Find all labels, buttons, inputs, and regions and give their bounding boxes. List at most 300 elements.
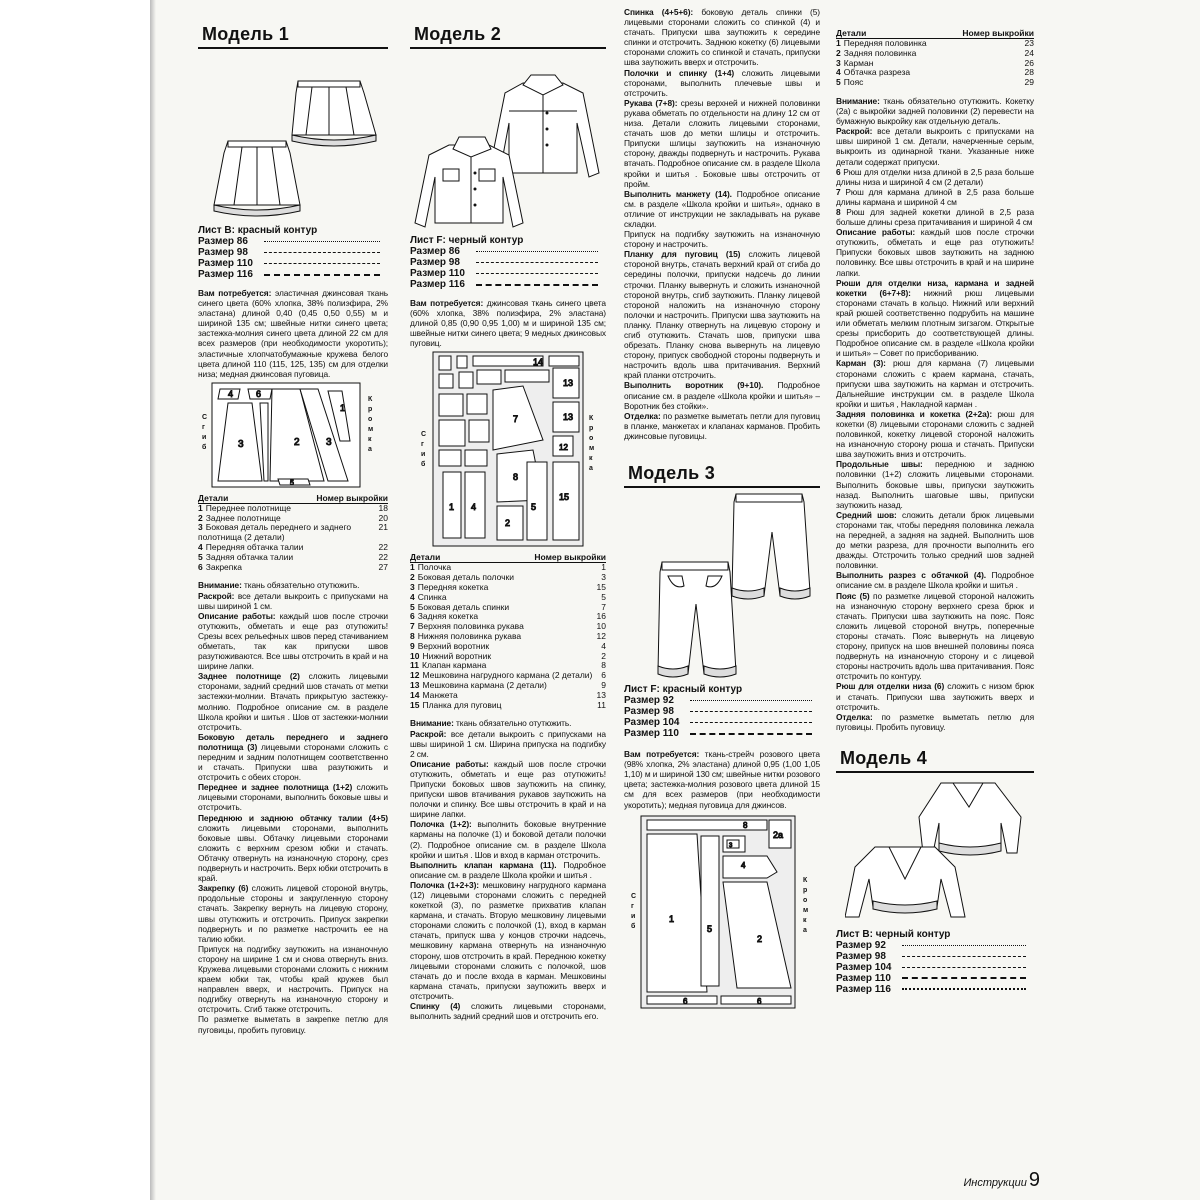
svg-text:а: а bbox=[368, 445, 372, 453]
paragraph-text: по разметке выметать петли для пуговиц в планке, манжетах и клапанах карманов. Пробить джинсовые пуговицы. bbox=[624, 410, 820, 441]
svg-text:р: р bbox=[368, 405, 373, 413]
paragraph-heading: 6 bbox=[836, 166, 841, 177]
part-name: Боковая деталь полочки bbox=[417, 572, 515, 583]
paragraph-text: сложить лицевой стороной внутрь, продольные стороны и закругленную сторону стачать. Закрепку вернуть на лицевую сторону, швы отутюжить и отстрочить. Припуск закрепки подвернуть и по разметке настрочить ее на талию юбки. bbox=[198, 883, 388, 944]
instruction-paragraph bbox=[198, 883, 388, 944]
pattern-number: 21 bbox=[378, 522, 388, 533]
svg-text:4: 4 bbox=[471, 502, 477, 513]
pattern-number: 5 bbox=[601, 591, 606, 602]
size-label: Размер 116 bbox=[836, 983, 891, 995]
materials-heading: Вам потребуется: bbox=[624, 749, 700, 760]
paragraph-text: сложить лицевыми сторонами, задний средний шов стачать от метки застежки-молнии. Втачать прикрытую застежку-молнию. Подробное описание см. в разделе Школа кройки и шитья . Шов от застежки-молнии отстрочить. bbox=[198, 671, 388, 732]
part-number: 6 bbox=[410, 611, 415, 622]
pattern-number: 9 bbox=[601, 680, 606, 691]
svg-text:С: С bbox=[421, 431, 427, 439]
instruction-paragraph bbox=[836, 187, 1034, 207]
paragraph-heading: Спинку (4) bbox=[410, 1001, 461, 1012]
instruction-paragraph bbox=[410, 759, 606, 820]
materials-heading: Вам потребуется: bbox=[410, 298, 484, 308]
paragraph-text: сложить лицевыми сторонами, выполнить боковые швы. Обтачку лицевыми сторонами сложить с верхним срезом юбки и стачать. Обтачку отвернуть на изнаночную сторону, срез подвернуть и настрочить. Верх юбки отстрочить в край. bbox=[198, 822, 388, 884]
svg-text:6: 6 bbox=[757, 996, 762, 1006]
paragraph-heading: Выполнить воротник (9+10). bbox=[624, 380, 764, 391]
instruction-paragraph bbox=[836, 510, 1034, 571]
model-2-materials bbox=[410, 298, 606, 348]
part-name: Пояс bbox=[843, 77, 864, 88]
pattern-number: 27 bbox=[378, 561, 388, 572]
instruction-paragraph bbox=[198, 580, 388, 590]
instruction-paragraph bbox=[198, 611, 388, 672]
model-2-parts-table bbox=[410, 552, 606, 710]
pattern-number: 22 bbox=[378, 542, 388, 553]
svg-text:13: 13 bbox=[563, 378, 574, 389]
paragraph-text: каждый шов после строчки отутюжить, обметать и еще раз отутюжить! Припуски боковых швов заутюжить на заднюю половинку. Все швы отстрочить в край и на ширине лапки. bbox=[836, 227, 1034, 278]
paragraph-text: переднюю и заднюю половинки (1+2) сложить лицевыми сторонами. Выполнить боковые швы, припуски заутюжить назад. Выполнить шаговые швы, припуски заутюжить назад. bbox=[836, 459, 1034, 510]
instruction-paragraph bbox=[410, 860, 606, 880]
model-4-sizes bbox=[836, 940, 1034, 995]
part-name: Манжета bbox=[422, 689, 458, 700]
paragraph-heading: Раскрой: bbox=[410, 728, 447, 739]
paragraph-heading: Спинка (4+5+6): bbox=[624, 7, 694, 17]
svg-text:1: 1 bbox=[669, 913, 675, 924]
pattern-number: 2 bbox=[601, 650, 606, 661]
svg-text:5: 5 bbox=[290, 479, 294, 487]
paragraph-heading: Полочка (1+2+3): bbox=[410, 879, 479, 890]
part-name: Верхняя половинка рукава bbox=[417, 621, 524, 632]
instruction-paragraph bbox=[836, 96, 1034, 126]
instruction-paragraph bbox=[624, 189, 820, 229]
model-4-title: Модель 4 bbox=[836, 746, 1034, 773]
model-2-instructions bbox=[410, 718, 606, 1021]
pattern-number: 16 bbox=[596, 611, 606, 622]
svg-text:о: о bbox=[803, 896, 808, 904]
svg-text:и: и bbox=[202, 433, 207, 441]
paragraph-text: Подробное описание см. в разделе «Школа кройки и шитья» – Воротник без стойки». bbox=[624, 380, 820, 411]
part-number: 4 bbox=[410, 591, 415, 602]
pattern-number: 4 bbox=[601, 640, 606, 651]
column-4 bbox=[836, 28, 1034, 995]
svg-text:к: к bbox=[368, 435, 372, 443]
size-line bbox=[264, 241, 380, 242]
svg-text:2: 2 bbox=[505, 518, 511, 529]
paragraph-heading: Рюш для отделки низа (6) bbox=[836, 681, 945, 692]
instruction-paragraph bbox=[410, 718, 606, 728]
instruction-paragraph bbox=[624, 249, 820, 380]
paragraph-text: все детали выкроить с припусками на швы шириной 1 см. Детали, начерченные серым, выкроить из одинарной ткани. Указанные ниже детали содержат припуски. bbox=[836, 126, 1034, 167]
svg-text:К: К bbox=[368, 395, 373, 403]
svg-text:13: 13 bbox=[563, 412, 574, 423]
model-2-instructions-continued bbox=[624, 7, 820, 441]
instruction-paragraph bbox=[624, 68, 820, 98]
svg-text:г: г bbox=[631, 902, 634, 910]
model-3-title: Модель 3 bbox=[624, 461, 820, 488]
size-label: Размер 98 bbox=[198, 247, 248, 258]
paragraph-heading: Выполнить манжету (14). bbox=[624, 188, 732, 199]
model-3-materials bbox=[624, 749, 820, 810]
svg-text:3: 3 bbox=[326, 436, 332, 448]
paragraph-heading: Внимание: bbox=[836, 95, 880, 106]
model-2-jacket-illustration bbox=[413, 53, 603, 233]
model-1-layout-diagram bbox=[200, 381, 386, 491]
instruction-paragraph bbox=[836, 409, 1034, 459]
materials-heading: Вам потребуется: bbox=[198, 288, 272, 298]
instruction-paragraph bbox=[836, 278, 1034, 359]
part-row bbox=[836, 68, 1034, 78]
size-label: Размер 116 bbox=[410, 279, 465, 290]
paragraph-text: ткань обязательно отутюжить. bbox=[456, 718, 572, 729]
paragraph-text: по разметке выметать петлю для пуговицы. Пробить пуговицу. bbox=[836, 711, 1034, 732]
column-model-1 bbox=[198, 22, 388, 1035]
size-label: Размер 98 bbox=[624, 706, 674, 718]
paragraph-heading: Описание работы: bbox=[836, 227, 916, 238]
paragraph-heading: Отделка: bbox=[624, 410, 661, 421]
paragraph-heading: 8 bbox=[836, 207, 841, 218]
instruction-paragraph bbox=[410, 729, 606, 759]
part-name: Передняя кокетка bbox=[417, 582, 489, 593]
part-name: Задняя половинка bbox=[843, 47, 917, 58]
model-1-title: Модель 1 bbox=[198, 22, 388, 49]
paragraph-text: сложить лицевой стороной внутрь, стачать верхний край от сгиба до середины полочки, припуски надсечь до линии строчки. Планку вывернуть и сложить изнаночной стороной внутрь, сгиб заутюжить. Планку лицевой стороной наложить на изнаночную сторону полочки и настрочить. Припуски шва заутюжить на планку. Планку отвернуть на лицевую сторону и сгиб отутюжить. Стачать шов, припуски шва обрезать. Планку снова вывернуть на лицевую сторону, припуск свободной стороны подвернуть и настрочить вдоль шва притачивания. Верхний край планки отстрочить. bbox=[624, 249, 820, 381]
column-3 bbox=[624, 4, 820, 1014]
size-line bbox=[476, 284, 598, 286]
svg-text:2а: 2а bbox=[773, 829, 784, 840]
size-row bbox=[198, 258, 388, 269]
svg-text:2: 2 bbox=[294, 436, 300, 448]
paragraph-heading: Задняя половинка и кокетка (2+2а): bbox=[836, 408, 993, 419]
paragraph-text: сложить с низом брюк и стачать. Припуски шва заутюжить вверх и отстрочить. bbox=[836, 681, 1034, 712]
part-name: Боковая деталь спинки bbox=[417, 601, 510, 612]
svg-text:2: 2 bbox=[757, 933, 763, 944]
size-label: Размер 86 bbox=[198, 236, 248, 247]
part-number: 11 bbox=[410, 660, 419, 671]
fold-label: С bbox=[202, 413, 208, 421]
part-number: 1 bbox=[836, 38, 841, 48]
page-footer bbox=[963, 1169, 1040, 1192]
paragraph-heading: Рукава (7+8): bbox=[624, 97, 678, 108]
pattern-number: 23 bbox=[1024, 38, 1034, 48]
paragraph-heading: Средний шов: bbox=[836, 509, 897, 520]
parts-header-number: Номер выкройки bbox=[534, 552, 606, 563]
pattern-number: 28 bbox=[1024, 67, 1034, 78]
model-1-sizes bbox=[198, 236, 388, 280]
paragraph-text: ткань обязательно отутюжить. Кокетку (2а) с выкройки задней половинки (2) перевести на бумажную выкройку как отдельную деталь. bbox=[836, 95, 1034, 127]
parts-header-number: Номер выкройки bbox=[962, 28, 1034, 38]
part-number: 5 bbox=[410, 601, 415, 612]
model-3-parts-table bbox=[836, 28, 1034, 88]
part-number: 4 bbox=[836, 67, 841, 78]
svg-text:а: а bbox=[803, 926, 807, 934]
instruction-paragraph bbox=[198, 671, 388, 732]
part-number: 3 bbox=[410, 582, 415, 593]
instruction-paragraph bbox=[836, 712, 1034, 732]
paragraph-text: Подробное описание см. в разделе Школа кройки и шитья . bbox=[836, 570, 1034, 591]
svg-text:8: 8 bbox=[743, 820, 748, 830]
model-2-sheet: Лист F: черный контур bbox=[410, 235, 524, 246]
paragraph-heading: Закрепку (6) bbox=[198, 883, 249, 894]
paragraph-heading: Планку для пуговиц (15) bbox=[624, 249, 741, 260]
model-1-sheet: Лист В: красный контур bbox=[198, 225, 318, 236]
svg-text:к: к bbox=[589, 455, 593, 463]
instruction-paragraph bbox=[624, 380, 820, 410]
size-label: Размер 92 bbox=[624, 695, 674, 707]
part-number: 3 bbox=[198, 522, 203, 533]
svg-text:к: к bbox=[803, 916, 807, 924]
instruction-paragraph bbox=[198, 782, 388, 812]
size-line bbox=[902, 956, 1026, 957]
size-line bbox=[264, 252, 380, 253]
size-line bbox=[690, 711, 812, 712]
instruction-paragraph bbox=[836, 207, 1034, 227]
page-number: 9 bbox=[1028, 1169, 1040, 1191]
paragraph-text: Припуск на подгибку заутюжить на изнаночную сторону и настрочить. bbox=[624, 229, 820, 250]
size-label: Размер 86 bbox=[410, 246, 460, 257]
materials-text: эластичная джинсовая ткань синего цвета (60% хлопка, 38% полиэфира, 2% эластана) длиной 0,40 (0,45 0,50 0,55) м и шириной 135 см; швейные нитки синего цвета; застежка-молния синего цвета длиной 22 см для всех размеров (при необходимости укоротить); эластичные хлопчатобумажные кружева белого цвета длиной 110 (115, 125, 135) см для отделки низа; медная джинсовая пуговица. bbox=[198, 288, 388, 379]
model-2-layout-diagram bbox=[413, 350, 603, 550]
paragraph-text: сложить лицевыми сторонами, выполнить плечевые швы и отстрочить. bbox=[624, 67, 820, 98]
svg-text:К: К bbox=[803, 876, 808, 884]
size-label: Размер 110 bbox=[624, 728, 679, 740]
part-number: 12 bbox=[410, 670, 420, 681]
instruction-paragraph bbox=[836, 358, 1034, 408]
size-label: Размер 104 bbox=[836, 961, 892, 973]
svg-text:и: и bbox=[421, 451, 426, 459]
pattern-number: 29 bbox=[1024, 77, 1034, 88]
size-row bbox=[836, 973, 1034, 984]
size-row bbox=[624, 717, 820, 728]
pattern-number: 7 bbox=[601, 601, 606, 612]
svg-text:м: м bbox=[589, 445, 595, 453]
instruction-paragraph bbox=[836, 126, 1034, 166]
paragraph-text: рюш для кармана (7) лицевыми сторонами сложить с краем кармана, стачать, припуски шва заутюжить на карман и отстрочить. Дальнейшие инструкции см. в разделе Школа кройки и шитья , Накладной карман . bbox=[836, 358, 1034, 409]
part-name: Верхний воротник bbox=[417, 640, 490, 651]
size-row bbox=[410, 279, 606, 290]
svg-text:1: 1 bbox=[449, 502, 455, 513]
paragraph-text: каждый шов после строчки отутюжить, обметать и еще раз отутюжить! Припуски боковых швов заутюжить на спинку, припуски швов втачивания рукавов заутюжить на полочки и спинку. Все швы отстрочить в край и на ширине лапки. bbox=[410, 758, 606, 820]
instruction-paragraph bbox=[624, 229, 820, 249]
pattern-number: 8 bbox=[601, 660, 606, 671]
paragraph-heading: Внимание: bbox=[410, 718, 454, 729]
part-number: 6 bbox=[198, 561, 203, 572]
part-name: Клапан кармана bbox=[422, 660, 487, 671]
part-name: Закрепка bbox=[205, 561, 243, 572]
size-line bbox=[902, 977, 1026, 979]
paragraph-text: выполнить боковые внутренние карманы на полочке (1) и боковой детали полочки (2). Подробное описание см. в разделе Школа кройки и шитья . Шов и вход в карман отстрочить. bbox=[410, 819, 606, 860]
instruction-paragraph bbox=[624, 98, 820, 189]
size-label: Размер 98 bbox=[410, 257, 460, 268]
size-line bbox=[902, 945, 1026, 946]
part-number: 1 bbox=[410, 562, 415, 573]
paragraph-heading: Внимание: bbox=[198, 580, 242, 591]
model-1-materials bbox=[198, 288, 388, 379]
svg-text:7: 7 bbox=[513, 414, 519, 425]
size-line bbox=[690, 700, 812, 701]
parts-header-number: Номер выкройки bbox=[316, 492, 388, 503]
size-line bbox=[264, 274, 380, 276]
size-row bbox=[624, 706, 820, 717]
size-line bbox=[902, 988, 1026, 990]
size-label: Размер 104 bbox=[624, 717, 680, 729]
model-1-instructions bbox=[198, 580, 388, 1034]
instruction-paragraph bbox=[198, 1014, 388, 1034]
part-name: Полочка bbox=[417, 562, 452, 573]
paragraph-text: рюш для кокетки (8) лицевыми сторонами сложить с задней половинкой, кокетку лицевой стороной наложить на изнаночную сторону рюша и стачать. Припуски шва заутюжить вниз и отстрочить. bbox=[836, 408, 1034, 460]
size-line bbox=[902, 967, 1026, 968]
part-name: Нижняя половинка рукава bbox=[417, 631, 522, 642]
paragraph-heading: Описание работы: bbox=[410, 758, 489, 769]
part-number: 5 bbox=[836, 77, 841, 88]
paragraph-text: по разметке лицевой стороной наложить на изнаночную сторону верхнего среза брюк и стачать. Припуски шва заутюжить на пояс. Пояс сложить лицевой стороной внутрь, поперечные стороны стачать. Пояс вывернуть на лицевую сторону, припуск на шов внешней половины пояса подвернуть на изнаночную сторону и с лицевой стороны настрочить вдоль шва притачивания. Пояс отстрочить по контуру. bbox=[836, 590, 1034, 682]
paragraph-heading: Полочки и спинку (1+4) bbox=[624, 67, 735, 78]
svg-text:м: м bbox=[368, 425, 374, 433]
paragraph-text: все детали выкроить с припусками на швы шириной 1 см. Ширина припуска на подгибку 2 см. bbox=[410, 728, 606, 759]
part-name: Передняя обтачка талии bbox=[205, 542, 304, 553]
paragraph-heading: Заднее полотнище (2) bbox=[198, 671, 300, 682]
size-line bbox=[476, 273, 598, 274]
svg-text:м: м bbox=[803, 906, 809, 914]
part-name: Передняя половинка bbox=[843, 38, 927, 48]
paragraph-text: мешковину нагрудного кармана (12) лицевыми сторонами сложить с передней кокеткой (3), по разметке прихватив клапан кармана, и стачать. Вторую мешковину лицевыми сторонами сложить с полочкой (1), вход в карман стачать, припуск шва у концов строчки надсечь, мешковину кармана отвернуть на изнаночную сторону, шов отстрочить в край. Переднюю кокетку лицевыми сторонами сложить с полочкой, шов стачать до и после входа в карман. Мешковины кармана стачать, припуски заутюжить вверх и отстрочить. bbox=[410, 879, 606, 1001]
materials-text: ткань-стрейч розового цвета (98% хлопка, 2% эластана) длиной 0,95 (1,00 1,05 1,10) м и шириной 130 см; швейные нитки розового цвета; застежка-молния розового цвета длиной 15 см для всех размеров (при необходимости укоротить); медная пуговица для джинсов. bbox=[624, 749, 820, 810]
paragraph-heading: Рюши для отделки низа, кармана и задней кокетки (6+7+8): bbox=[836, 277, 1034, 298]
part-number: 10 bbox=[410, 650, 420, 661]
paragraph-heading: Полочка (1+2): bbox=[410, 819, 472, 830]
size-row bbox=[624, 695, 820, 706]
instruction-paragraph bbox=[836, 570, 1034, 590]
pattern-number: 15 bbox=[596, 582, 606, 593]
instruction-paragraph bbox=[836, 681, 1034, 711]
size-line bbox=[476, 262, 598, 263]
size-row bbox=[410, 268, 606, 279]
pattern-number: 18 bbox=[378, 502, 388, 513]
svg-text:5: 5 bbox=[707, 923, 713, 934]
svg-text:4: 4 bbox=[228, 388, 234, 399]
svg-text:и: и bbox=[631, 912, 636, 920]
instruction-paragraph bbox=[836, 591, 1034, 682]
paragraph-text: сложить детали брюк лицевыми сторонами так, чтобы передняя половинка лежала на передней, а задняя на задней. Выполнить шов до метки разреза, для прочности выполнить его дважды. Отстрочить только средний шов задней половинки. bbox=[836, 509, 1034, 571]
model-3-sheet: Лист F: красный контур bbox=[624, 684, 743, 696]
paragraph-heading: Описание работы: bbox=[198, 610, 276, 621]
pattern-number: 13 bbox=[596, 689, 606, 700]
instruction-paragraph bbox=[410, 1001, 606, 1021]
svg-text:3: 3 bbox=[729, 842, 733, 849]
part-number: 2 bbox=[836, 47, 841, 58]
part-row bbox=[410, 701, 606, 711]
parts-header-label: Детали bbox=[198, 492, 229, 503]
size-label: Размер 98 bbox=[836, 950, 886, 962]
column-model-2 bbox=[410, 22, 606, 1021]
part-number: 2 bbox=[410, 572, 415, 583]
size-row bbox=[836, 940, 1034, 951]
svg-text:о: о bbox=[368, 415, 373, 423]
part-name: Нижний воротник bbox=[422, 650, 492, 661]
part-number: 4 bbox=[198, 542, 203, 553]
instruction-paragraph bbox=[836, 227, 1034, 277]
model-1-parts-table bbox=[198, 493, 388, 573]
svg-text:С: С bbox=[631, 892, 637, 900]
paragraph-text: Припуск на подгибку заутюжить на изнаночную сторону на ширине 1 см и снова отвернуть вниз. Кружева лицевыми сторонами сложить с нижним краем юбки так, чтобы край кружев был направлен вверх, и настрочить. Припуск на подгибку отвернуть на изнаночную сторону и отстрочить. Сгиб также отстрочить. bbox=[198, 943, 388, 1015]
part-name: Обтачка разреза bbox=[843, 67, 911, 78]
size-line bbox=[690, 733, 812, 735]
paragraph-text: Подробное описание см. в разделе «Школа кройки и шитья», однако в отличие от инструкции не закладывать на рукаве складки. bbox=[624, 188, 820, 229]
size-label: Размер 110 bbox=[836, 972, 891, 984]
svg-text:г: г bbox=[202, 423, 205, 431]
model-2-sizes bbox=[410, 246, 606, 290]
model-2-title: Модель 2 bbox=[410, 22, 606, 49]
paragraph-text: Рюш для отделки низа длиной в 2,5 раза больше длины низа и шириной 4 см (2 детали) bbox=[836, 166, 1034, 187]
part-number: 9 bbox=[410, 640, 415, 651]
svg-text:р: р bbox=[803, 886, 808, 894]
paragraph-heading: Выполнить разрез с обтачкой (4). bbox=[836, 570, 987, 581]
paragraph-heading: Продольные швы: bbox=[836, 459, 923, 470]
svg-text:г: г bbox=[421, 441, 424, 449]
paragraph-heading: Пояс (5) bbox=[836, 590, 870, 601]
paragraph-heading: Переднюю и заднюю обтачку талии (4+5) bbox=[198, 812, 388, 823]
model-3-pants-illustration bbox=[632, 492, 812, 682]
paragraph-text: Рюш для задней кокетки длиной в 2,5 раза больше длины среза притачивания и шириной 4 см bbox=[836, 207, 1034, 228]
instruction-paragraph bbox=[198, 813, 388, 884]
part-number: 13 bbox=[410, 680, 420, 691]
part-number: 1 bbox=[198, 502, 203, 513]
part-name: Задняя кокетка bbox=[417, 611, 479, 622]
part-name: Планка для пуговиц bbox=[422, 699, 502, 710]
svg-text:р: р bbox=[589, 425, 594, 433]
size-label: Размер 116 bbox=[198, 269, 253, 280]
paragraph-heading: Карман (3): bbox=[836, 358, 886, 369]
pattern-number: 10 bbox=[596, 621, 606, 632]
part-row bbox=[836, 78, 1034, 88]
part-number: 7 bbox=[410, 621, 415, 632]
size-row bbox=[836, 951, 1034, 962]
size-row bbox=[198, 269, 388, 280]
svg-text:б: б bbox=[202, 443, 207, 451]
instruction-paragraph bbox=[624, 7, 820, 68]
paragraph-text: Рюш для кармана длиной в 2,5 раза больше длины кармана и шириной 4 см bbox=[836, 186, 1034, 207]
svg-text:4: 4 bbox=[741, 860, 746, 870]
pattern-number: 6 bbox=[601, 670, 606, 681]
parts-header-label: Детали bbox=[836, 28, 867, 38]
paragraph-heading: 7 bbox=[836, 186, 841, 197]
svg-text:о: о bbox=[589, 435, 594, 443]
paragraph-heading: Боковую деталь переднего и заднего полотнища (3) bbox=[198, 731, 388, 752]
part-name: Задняя обтачка талии bbox=[205, 551, 294, 562]
instruction-paragraph bbox=[624, 411, 820, 441]
size-label: Размер 110 bbox=[198, 258, 253, 269]
part-name: Карман bbox=[843, 57, 874, 68]
part-number: 3 bbox=[836, 57, 841, 68]
paragraph-text: каждый шов после строчки отутюжить, обметать и еще раз отутюжить! Срезы всех рельефных швов перед стачиванием обметать, так как припуски швов разутюживаются. Все швы отстрочить в край и на ширине лапки. bbox=[198, 610, 388, 672]
svg-text:К: К bbox=[589, 415, 594, 423]
instruction-paragraph bbox=[836, 459, 1034, 509]
svg-text:б: б bbox=[421, 461, 426, 469]
part-name: Спинка bbox=[417, 591, 447, 602]
size-row bbox=[198, 236, 388, 247]
paragraph-text: все детали выкроить с припусками на швы шириной 1 см. bbox=[198, 590, 388, 611]
size-line bbox=[690, 722, 812, 723]
part-row bbox=[198, 563, 388, 573]
svg-text:3: 3 bbox=[238, 438, 244, 450]
pattern-number: 3 bbox=[601, 572, 606, 583]
size-row bbox=[836, 984, 1034, 995]
instruction-paragraph bbox=[198, 732, 388, 782]
model-3-sizes bbox=[624, 695, 820, 739]
part-number: 14 bbox=[410, 689, 420, 700]
part-name: Мешковина нагрудного кармана (2 детали) bbox=[422, 670, 593, 681]
pattern-number: 20 bbox=[378, 512, 388, 523]
size-line bbox=[264, 263, 380, 264]
paragraph-text: ткань обязательно отутюжить. bbox=[244, 580, 360, 591]
instruction-paragraph bbox=[198, 591, 388, 611]
size-label: Размер 92 bbox=[836, 939, 886, 951]
size-row bbox=[836, 962, 1034, 973]
